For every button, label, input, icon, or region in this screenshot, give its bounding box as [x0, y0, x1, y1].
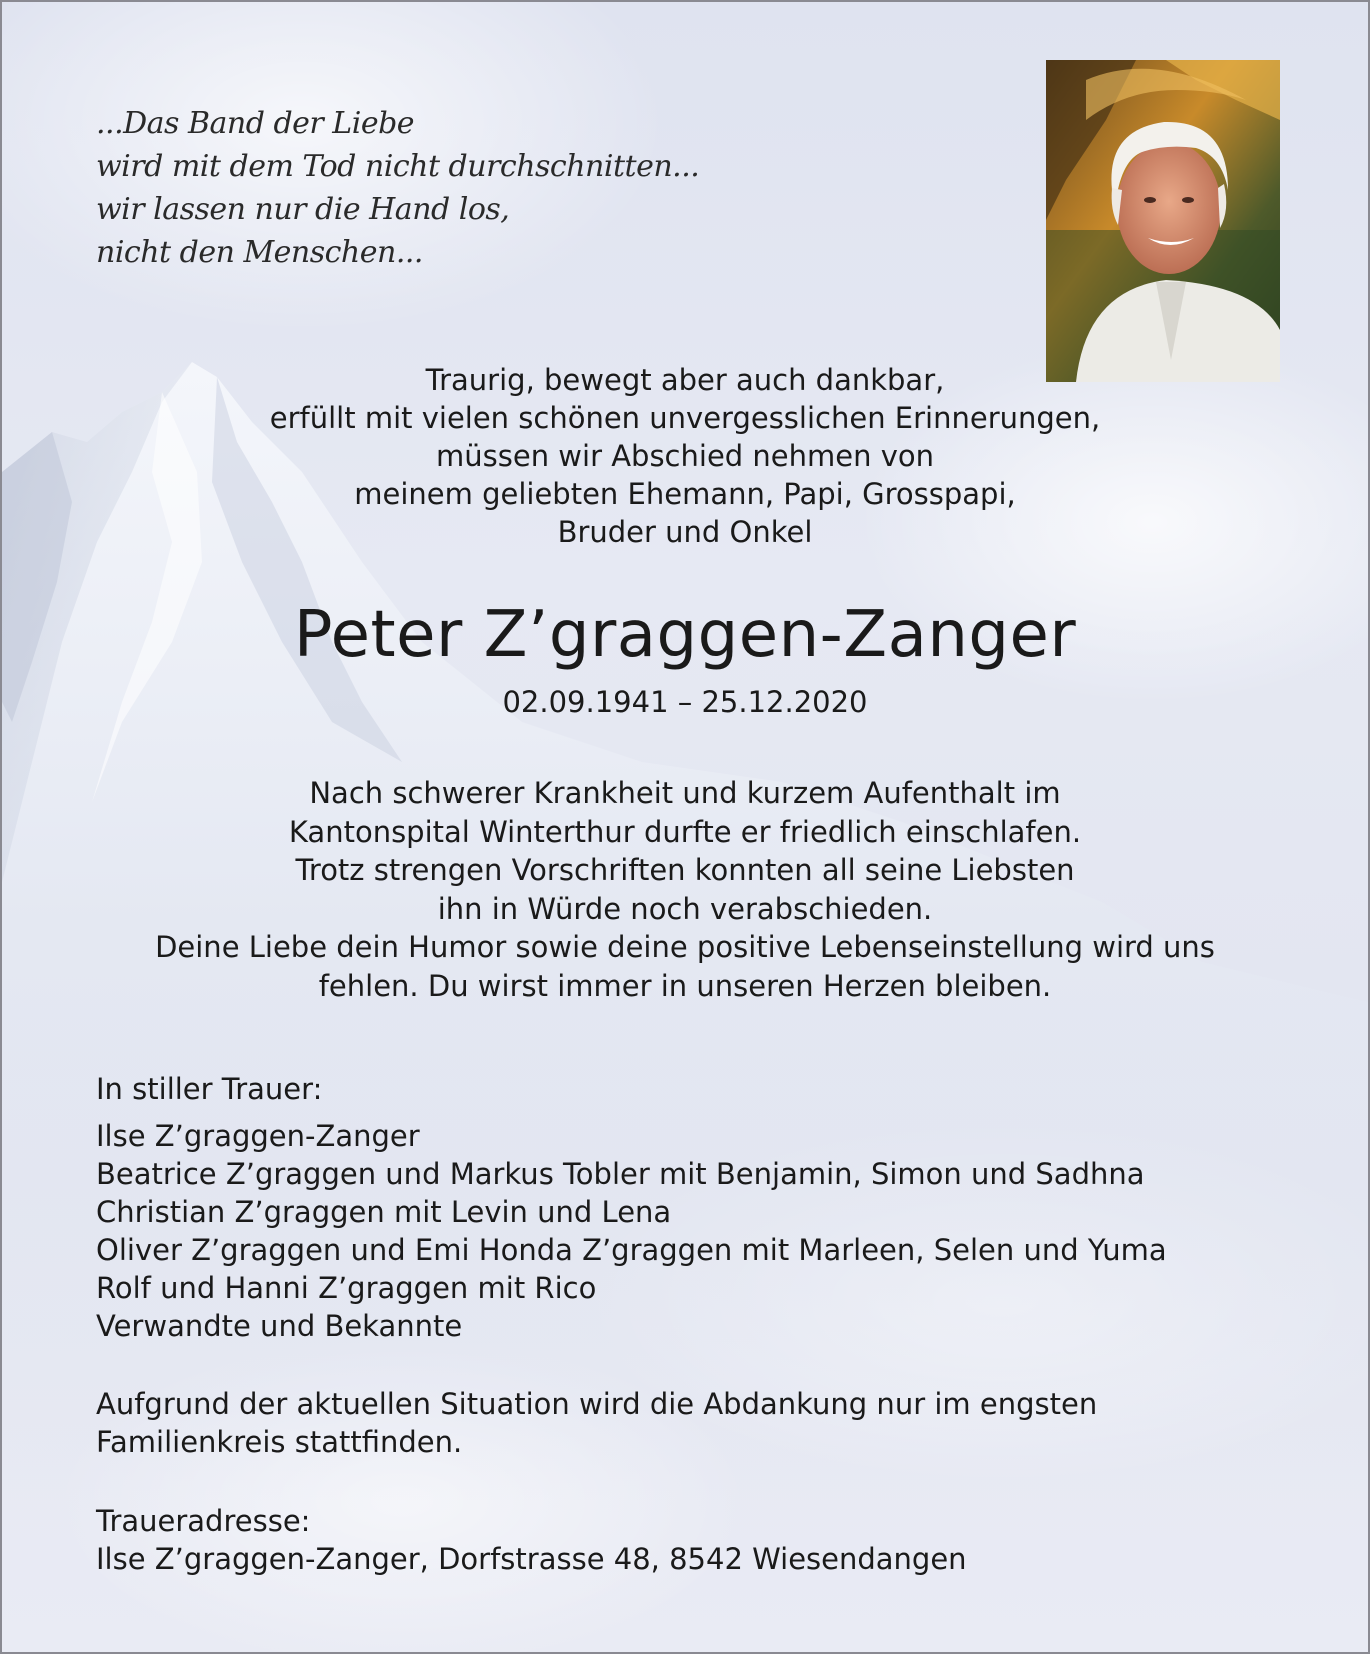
intro-line: erfüllt mit vielen schönen unvergesslichen Erinnerungen, — [269, 401, 1101, 435]
life-dates: 02.09.1941 – 25.12.2020 — [502, 685, 868, 719]
deceased-name: Peter Z’graggen-Zanger — [293, 598, 1077, 672]
funeral-notice — [96, 1385, 1097, 1461]
mourners-heading: In stiller Trauer: — [96, 1072, 323, 1106]
mourner-item: Rolf und Hanni Z’graggen mit Rico — [96, 1271, 597, 1305]
body-line: Trotz strengen Vorschriften konnten all seine Liebsten — [295, 853, 1075, 887]
intro-line: müssen wir Abschied nehmen von — [436, 439, 934, 473]
poem-line: nicht den Menschen... — [96, 235, 423, 270]
body-line: ihn in Würde noch verabschieden. — [437, 891, 933, 926]
body-line: Nach schwerer Krankheit und kurzem Aufenthalt im — [309, 776, 1061, 810]
body-line: fehlen. Du wirst immer in unseren Herzen bleiben. — [318, 968, 1052, 1003]
body-line: Kantonspital Winterthur durfte er friedlich einschlafen. — [288, 814, 1082, 849]
address-heading: Traueradresse: — [96, 1504, 311, 1538]
body-text — [2, 774, 1368, 1005]
mourner-item: Christian Z’graggen mit Levin und Lena — [96, 1195, 672, 1229]
poem-line: ...Das Band der Liebe — [96, 106, 415, 141]
address-line: Ilse Z’graggen-Zanger, Dorfstrasse 48, 8542 Wiesendangen — [96, 1542, 967, 1576]
intro-line: meinem geliebten Ehemann, Papi, Grosspapi, — [354, 477, 1016, 511]
notice-line: Familienkreis stattfinden. — [96, 1425, 463, 1459]
poem-line: wir lassen nur die Hand los, — [96, 192, 510, 227]
intro-line: Bruder und Onkel — [557, 515, 813, 549]
poem-line: wird mit dem Tod nicht durchschnitten... — [96, 149, 700, 184]
mourner-item: Verwandte und Bekannte — [96, 1309, 463, 1343]
mourner-item: Oliver Z’graggen und Emi Honda Z’graggen mit Marleen, Selen und Yuma — [96, 1233, 1167, 1267]
notice-line: Aufgrund der aktuellen Situation wird die Abdankung nur im engsten — [96, 1387, 1098, 1421]
mourning-address — [96, 1502, 967, 1578]
portrait-photo — [1046, 60, 1280, 382]
body-line: Deine Liebe dein Humor sowie deine positive Lebenseinstellung wird uns — [155, 930, 1215, 964]
mourners-list — [96, 1117, 1167, 1345]
poem — [96, 102, 699, 274]
intro-text — [2, 361, 1368, 551]
mourner-item: Ilse Z’graggen-Zanger — [96, 1119, 420, 1153]
mourner-item: Beatrice Z’graggen und Markus Tobler mit Benjamin, Simon und Sadhna — [96, 1157, 1145, 1191]
intro-line: Traurig, bewegt aber auch dankbar, — [425, 363, 945, 397]
